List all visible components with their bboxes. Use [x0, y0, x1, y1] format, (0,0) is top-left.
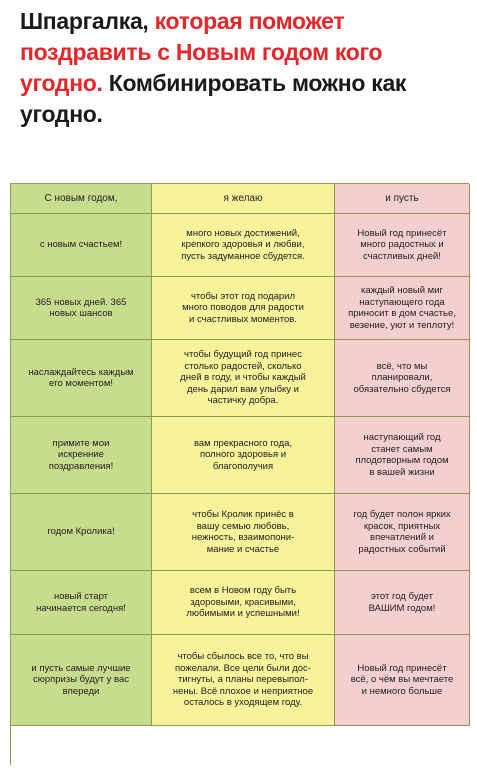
row-7-wish: чтобы сбылось все то, что вы пожелали. Все цели были дос- тигнуты, а планы перевыпол- нены. Всё плохое и неприятное осталось в уходящем году.: [152, 635, 335, 726]
row-7-greeting: и пусть самые лучшие сюрпризы будут у вас впереди: [11, 635, 152, 726]
header-col-1: С новым годом,: [11, 184, 152, 214]
page-heading: [20, 6, 460, 130]
heading-part-3: Комбинировать можно как угодно.: [20, 70, 407, 127]
row-3-wish: чтобы будущий год принес столько радостей, сколько дней в году, и чтобы каждый день дарил вам улыбку и частичку добра.: [152, 340, 335, 417]
heading-part-1: Шпаргалка,: [20, 8, 155, 34]
row-1-outcome: Новый год принесёт много радостных и счастливых дней!: [335, 214, 470, 277]
row-3-outcome: всё, что мы планировали, обязательно сбудется: [335, 340, 470, 417]
row-3-greeting: наслаждайтесь каждым его моментом!: [11, 340, 152, 417]
row-6-greeting: новый старт начинается сегодня!: [11, 571, 152, 635]
row-5-outcome: год будет полон ярких красок, приятных впечатлений и радостных событий: [335, 494, 470, 571]
row-5-greeting: годом Кролика!: [11, 494, 152, 571]
header-col-3: и пусть: [335, 184, 470, 214]
heading-part-2: которая поможет поздравить с Новым годом кого угодно.: [20, 8, 383, 96]
row-2-wish: чтобы этот год подарил много поводов для радости и счастливых моментов.: [152, 277, 335, 340]
row-7-outcome: Новый год принесёт всё, о чём вы мечтаете и немного больше: [335, 635, 470, 726]
row-1-greeting: с новым счастьем!: [11, 214, 152, 277]
row-6-outcome: этот год будет ВАШИМ годом!: [335, 571, 470, 635]
greeting-table: [10, 183, 469, 765]
row-1-wish: много новых достижений, крепкого здоровья и любви, пусть задуманное сбудется.: [152, 214, 335, 277]
row-6-wish: всем в Новом году быть здоровыми, красивыми, любимыми и успешными!: [152, 571, 335, 635]
row-2-greeting: 365 новых дней. 365 новых шансов: [11, 277, 152, 340]
row-4-wish: вам прекрасного года, полного здоровья и благополучия: [152, 417, 335, 494]
row-4-greeting: примите мои искренние поздравления!: [11, 417, 152, 494]
row-2-outcome: каждый новый миг наступающего года приносит в дом счастье, везение, уют и теплоту!: [335, 277, 470, 340]
header-col-2: я желаю: [152, 184, 335, 214]
row-4-outcome: наступающий год станет самым плодотворным годом в вашей жизни: [335, 417, 470, 494]
row-5-wish: чтобы Кролик принёс в вашу семью любовь, нежность, взаимопони- мание и счастье: [152, 494, 335, 571]
